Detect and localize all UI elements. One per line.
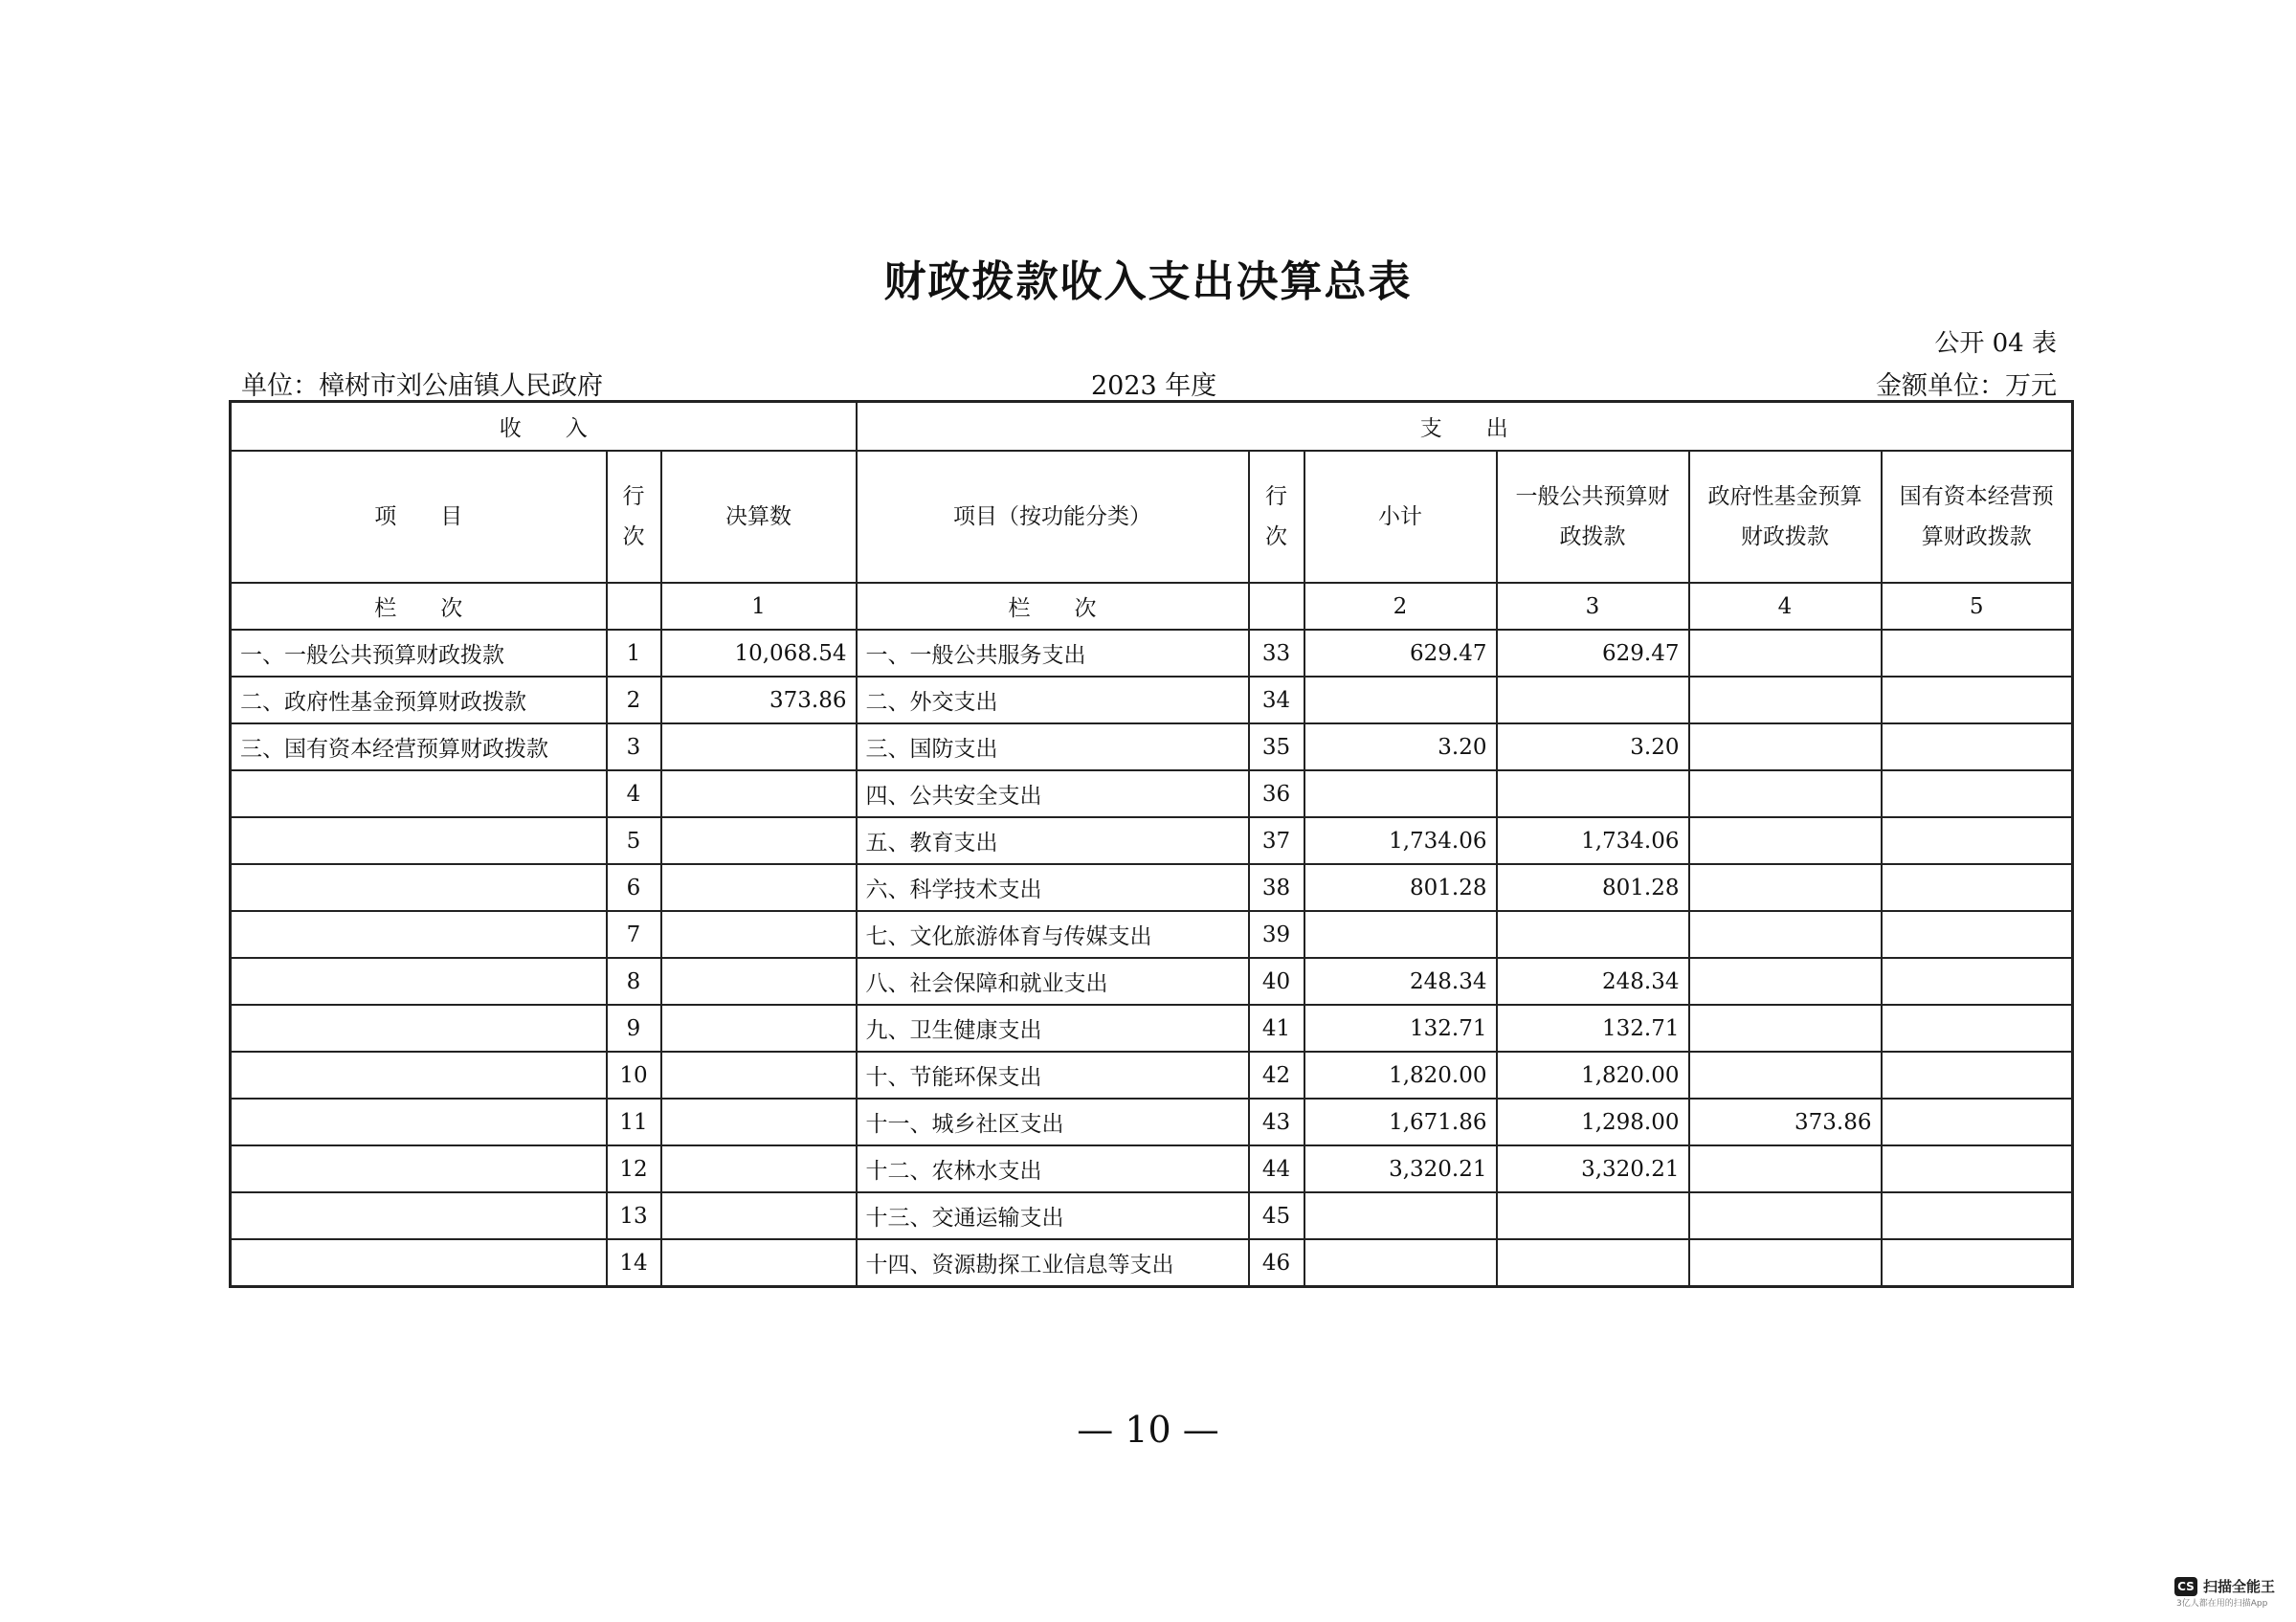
- income-item: 一、一般公共预算财政拨款: [231, 630, 607, 677]
- expense-fund: [1689, 911, 1882, 958]
- section-header-row: [231, 402, 2073, 452]
- table-row: [231, 1192, 2073, 1239]
- expense-subtotal: [1304, 1239, 1497, 1287]
- expense-row-no: 39: [1249, 911, 1304, 958]
- page-number: — 10 —: [1077, 1409, 1219, 1451]
- expense-state: [1882, 1099, 2073, 1145]
- expense-item: 九、卫生健康支出: [857, 1005, 1249, 1052]
- fiscal-year: 2023 年度: [1091, 371, 1217, 401]
- expense-state: [1882, 1145, 2073, 1192]
- watermark-name: 扫描全能王: [2202, 1578, 2275, 1595]
- expense-state: [1882, 864, 2073, 911]
- table-row: [231, 864, 2073, 911]
- expense-subtotal: [1304, 911, 1497, 958]
- header-general: 一般公共预算财政拨款: [1497, 451, 1689, 583]
- watermark-tagline: 3亿人都在用的扫描App: [2175, 1599, 2268, 1609]
- expense-state: [1882, 1239, 2073, 1287]
- expense-state: [1882, 958, 2073, 1005]
- expense-item: 十、节能环保支出: [857, 1052, 1249, 1099]
- expense-fund: [1689, 864, 1882, 911]
- expense-general: 1,298.00: [1497, 1099, 1689, 1145]
- expense-fund: [1689, 1005, 1882, 1052]
- page-title: 财政拨款收入支出决算总表: [883, 257, 1413, 306]
- expense-row-no: 42: [1249, 1052, 1304, 1099]
- income-item: [231, 1052, 607, 1099]
- expense-row-no: 44: [1249, 1145, 1304, 1192]
- income-item: [231, 1239, 607, 1287]
- col-num: 4: [1689, 583, 1882, 630]
- expense-subtotal: 629.47: [1304, 630, 1497, 677]
- scanner-watermark: [2174, 1576, 2275, 1609]
- income-item: [231, 1145, 607, 1192]
- expense-general: [1497, 911, 1689, 958]
- section-expense: 支 出: [857, 402, 2073, 452]
- income-row-no: 13: [607, 1192, 661, 1239]
- expense-fund: [1689, 1239, 1882, 1287]
- col-num-empty: [1249, 583, 1304, 630]
- header-subtotal: 小计: [1304, 451, 1497, 583]
- income-amount: [661, 1192, 857, 1239]
- expense-state: [1882, 1192, 2073, 1239]
- header-amount: 决算数: [661, 451, 857, 583]
- expense-general: 248.34: [1497, 958, 1689, 1005]
- expense-general: 801.28: [1497, 864, 1689, 911]
- column-number-row: [231, 583, 2073, 630]
- expense-fund: 373.86: [1689, 1099, 1882, 1145]
- col-num: 1: [661, 583, 857, 630]
- expense-row-no: 43: [1249, 1099, 1304, 1145]
- expense-fund: [1689, 770, 1882, 817]
- expense-row-no: 45: [1249, 1192, 1304, 1239]
- expense-item: 三、国防支出: [857, 723, 1249, 770]
- expense-item: 一、一般公共服务支出: [857, 630, 1249, 677]
- expense-state: [1882, 723, 2073, 770]
- income-amount: [661, 1099, 857, 1145]
- cs-logo-icon: CS: [2174, 1577, 2197, 1596]
- expense-row-no: 40: [1249, 958, 1304, 1005]
- header-row-no-2: 行次: [1249, 451, 1304, 583]
- expense-row-no: 35: [1249, 723, 1304, 770]
- table-row: [231, 770, 2073, 817]
- income-row-no: 11: [607, 1099, 661, 1145]
- income-amount: 10,068.54: [661, 630, 857, 677]
- expense-subtotal: 3.20: [1304, 723, 1497, 770]
- income-item: [231, 1005, 607, 1052]
- expense-general: 1,734.06: [1497, 817, 1689, 864]
- income-amount: 373.86: [661, 677, 857, 723]
- expense-general: [1497, 677, 1689, 723]
- expense-subtotal: 3,320.21: [1304, 1145, 1497, 1192]
- income-amount: [661, 1052, 857, 1099]
- income-amount: [661, 817, 857, 864]
- expense-general: [1497, 1192, 1689, 1239]
- money-unit: 金额单位：万元: [1876, 371, 2057, 401]
- expense-item: 十三、交通运输支出: [857, 1192, 1249, 1239]
- expense-item: 十四、资源勘探工业信息等支出: [857, 1239, 1249, 1287]
- expense-general: 3.20: [1497, 723, 1689, 770]
- income-row-no: 2: [607, 677, 661, 723]
- expense-fund: [1689, 1052, 1882, 1099]
- expense-fund: [1689, 817, 1882, 864]
- income-row-no: 6: [607, 864, 661, 911]
- income-item: 二、政府性基金预算财政拨款: [231, 677, 607, 723]
- table-row: [231, 1052, 2073, 1099]
- income-row-no: 3: [607, 723, 661, 770]
- expense-subtotal: 1,734.06: [1304, 817, 1497, 864]
- expense-fund: [1689, 958, 1882, 1005]
- expense-state: [1882, 630, 2073, 677]
- expense-state: [1882, 911, 2073, 958]
- expense-item: 七、文化旅游体育与传媒支出: [857, 911, 1249, 958]
- table-row: [231, 1145, 2073, 1192]
- income-item: [231, 1099, 607, 1145]
- table-row: [231, 1005, 2073, 1052]
- table-row: [231, 1099, 2073, 1145]
- expense-item: 四、公共安全支出: [857, 770, 1249, 817]
- income-row-no: 7: [607, 911, 661, 958]
- budget-table: [229, 400, 2074, 1288]
- expense-fund: [1689, 1192, 1882, 1239]
- header-fund: 政府性基金预算财政拨款: [1689, 451, 1882, 583]
- col-num: 2: [1304, 583, 1497, 630]
- expense-item: 十一、城乡社区支出: [857, 1099, 1249, 1145]
- section-income: 收 入: [231, 402, 857, 452]
- expense-row-no: 41: [1249, 1005, 1304, 1052]
- expense-general: 1,820.00: [1497, 1052, 1689, 1099]
- income-amount: [661, 1145, 857, 1192]
- expense-fund: [1689, 677, 1882, 723]
- expense-state: [1882, 1005, 2073, 1052]
- expense-item: 六、科学技术支出: [857, 864, 1249, 911]
- income-row-no: 12: [607, 1145, 661, 1192]
- form-number: 公开 04 表: [1934, 329, 2057, 358]
- income-row-no: 8: [607, 958, 661, 1005]
- expense-subtotal: 1,820.00: [1304, 1052, 1497, 1099]
- expense-item: 五、教育支出: [857, 817, 1249, 864]
- table-row: [231, 1239, 2073, 1287]
- income-row-no: 5: [607, 817, 661, 864]
- expense-subtotal: [1304, 677, 1497, 723]
- expense-item: 八、社会保障和就业支出: [857, 958, 1249, 1005]
- expense-row-no: 46: [1249, 1239, 1304, 1287]
- income-row-no: 10: [607, 1052, 661, 1099]
- expense-subtotal: 248.34: [1304, 958, 1497, 1005]
- expense-fund: [1689, 1145, 1882, 1192]
- income-item: [231, 864, 607, 911]
- expense-fund: [1689, 630, 1882, 677]
- expense-state: [1882, 770, 2073, 817]
- income-amount: [661, 864, 857, 911]
- income-amount: [661, 911, 857, 958]
- table-row: [231, 630, 2073, 677]
- col-num: 5: [1882, 583, 2073, 630]
- expense-row-no: 36: [1249, 770, 1304, 817]
- expense-subtotal: [1304, 770, 1497, 817]
- income-row-no: 14: [607, 1239, 661, 1287]
- expense-subtotal: 132.71: [1304, 1005, 1497, 1052]
- income-amount: [661, 1239, 857, 1287]
- col-num-empty: [607, 583, 661, 630]
- income-row-no: 9: [607, 1005, 661, 1052]
- expense-state: [1882, 677, 2073, 723]
- expense-general: 132.71: [1497, 1005, 1689, 1052]
- table-row: [231, 677, 2073, 723]
- income-item: [231, 817, 607, 864]
- income-amount: [661, 958, 857, 1005]
- expense-fund: [1689, 723, 1882, 770]
- header-state: 国有资本经营预算财政拨款: [1882, 451, 2073, 583]
- income-item: 三、国有资本经营预算财政拨款: [231, 723, 607, 770]
- expense-subtotal: 801.28: [1304, 864, 1497, 911]
- expense-general: [1497, 1239, 1689, 1287]
- expense-row-no: 38: [1249, 864, 1304, 911]
- expense-subtotal: [1304, 1192, 1497, 1239]
- expense-subtotal: 1,671.86: [1304, 1099, 1497, 1145]
- expense-row-no: 37: [1249, 817, 1304, 864]
- expense-general: 3,320.21: [1497, 1145, 1689, 1192]
- table-row: [231, 911, 2073, 958]
- header-func-item: 项目（按功能分类）: [857, 451, 1249, 583]
- income-amount: [661, 770, 857, 817]
- income-amount: [661, 1005, 857, 1052]
- income-item: [231, 958, 607, 1005]
- header-row-no: 行次: [607, 451, 661, 583]
- column-header-row: [231, 451, 2073, 583]
- expense-row-no: 33: [1249, 630, 1304, 677]
- expense-state: [1882, 1052, 2073, 1099]
- table-row: [231, 723, 2073, 770]
- expense-item: 二、外交支出: [857, 677, 1249, 723]
- col-label: 栏 次: [231, 583, 607, 630]
- table-row: [231, 817, 2073, 864]
- col-label: 栏 次: [857, 583, 1249, 630]
- income-item: [231, 770, 607, 817]
- header-item: 项 目: [231, 451, 607, 583]
- reporting-unit: 单位：樟树市刘公庙镇人民政府: [241, 371, 603, 401]
- expense-general: 629.47: [1497, 630, 1689, 677]
- income-row-no: 1: [607, 630, 661, 677]
- income-amount: [661, 723, 857, 770]
- expense-state: [1882, 817, 2073, 864]
- expense-general: [1497, 770, 1689, 817]
- expense-item: 十二、农林水支出: [857, 1145, 1249, 1192]
- expense-row-no: 34: [1249, 677, 1304, 723]
- income-item: [231, 1192, 607, 1239]
- table-row: [231, 958, 2073, 1005]
- income-item: [231, 911, 607, 958]
- income-row-no: 4: [607, 770, 661, 817]
- col-num: 3: [1497, 583, 1689, 630]
